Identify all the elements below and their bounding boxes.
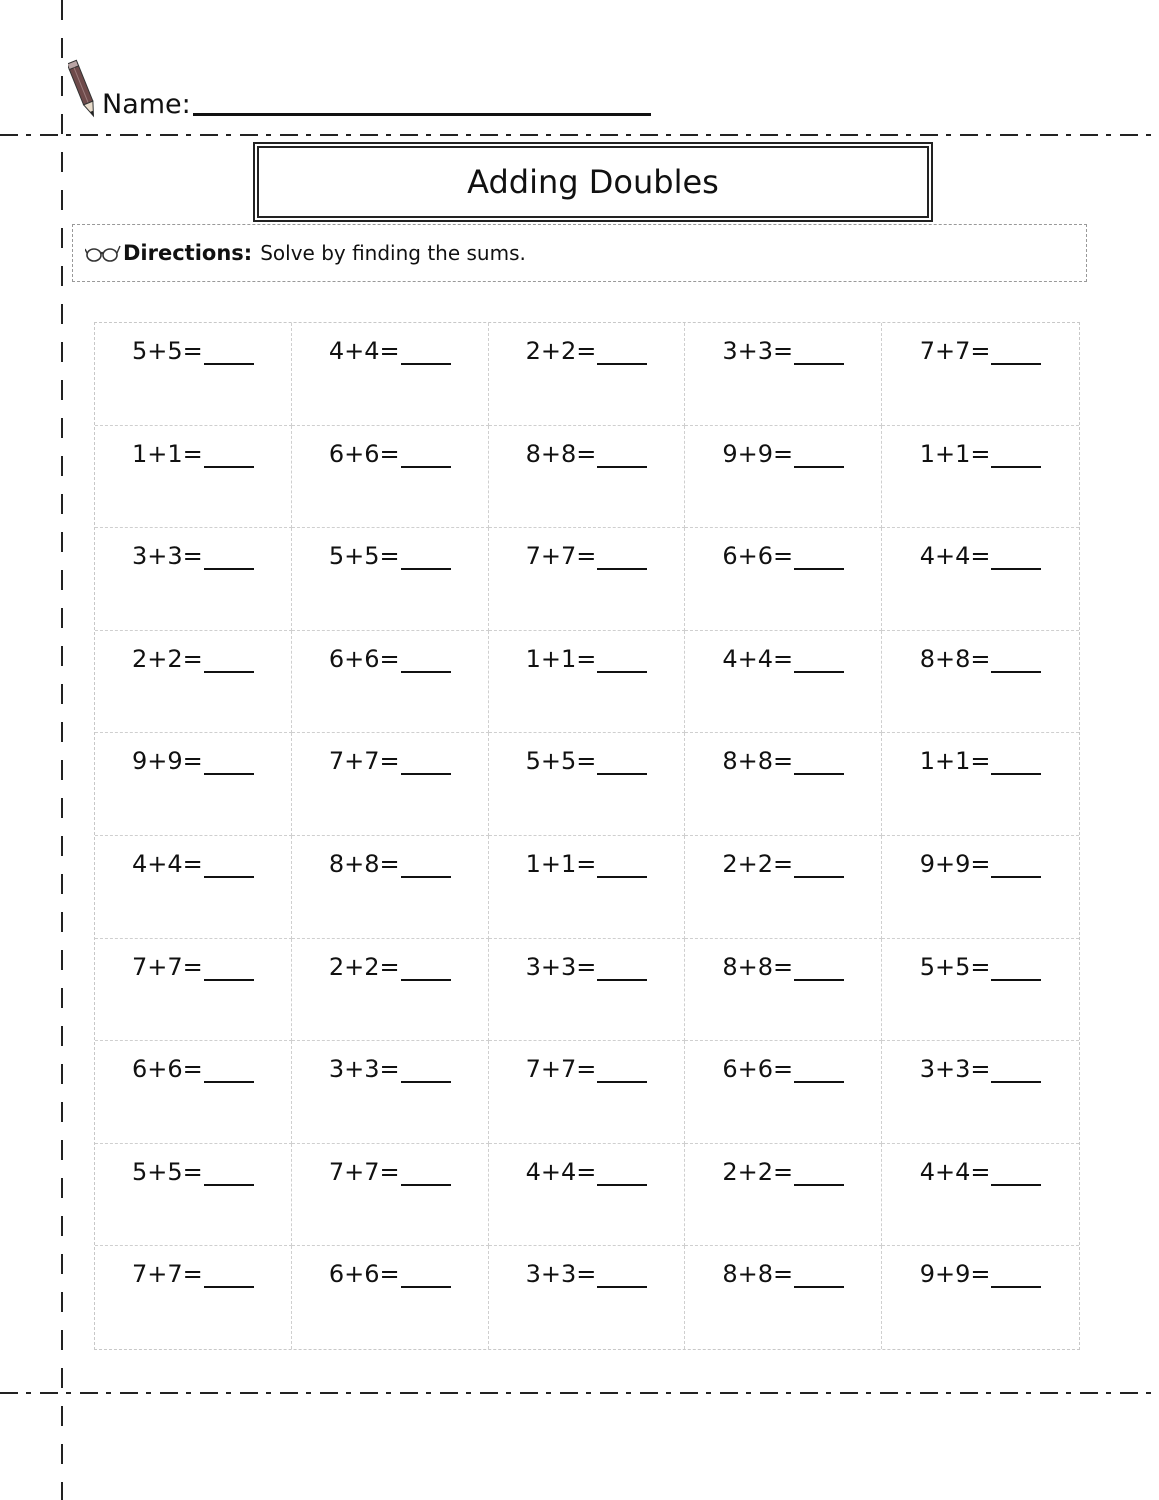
problem bbox=[329, 1258, 451, 1288]
top-cut-line bbox=[0, 134, 1159, 136]
problem bbox=[722, 438, 844, 468]
problem bbox=[920, 438, 1042, 468]
problem-text: 5+5= bbox=[328, 542, 400, 571]
problem-cell bbox=[95, 631, 292, 734]
problem bbox=[920, 1156, 1042, 1186]
problem-text: 6+6= bbox=[722, 542, 794, 571]
problem bbox=[526, 1156, 648, 1186]
problem-text: 9+9= bbox=[722, 439, 794, 468]
problem bbox=[132, 848, 254, 878]
answer-blank[interactable] bbox=[204, 957, 254, 981]
problem-cell bbox=[685, 323, 882, 426]
problem-text: 5+5= bbox=[132, 337, 203, 365]
problem-cell bbox=[292, 1144, 489, 1247]
problem-cell bbox=[882, 939, 1079, 1042]
problem bbox=[329, 951, 451, 981]
answer-blank[interactable] bbox=[597, 854, 647, 878]
answer-blank[interactable] bbox=[794, 444, 844, 468]
problem-text: 3+3= bbox=[132, 542, 203, 571]
problem-cell bbox=[489, 426, 686, 529]
problem bbox=[526, 335, 648, 365]
answer-blank[interactable] bbox=[597, 1162, 647, 1186]
answer-blank[interactable] bbox=[204, 751, 254, 775]
problem-text: 7+7= bbox=[328, 1157, 400, 1186]
problem bbox=[526, 1053, 648, 1083]
title-box bbox=[253, 142, 933, 222]
answer-blank[interactable] bbox=[794, 957, 844, 981]
problem bbox=[920, 745, 1042, 775]
problem bbox=[722, 1053, 844, 1083]
problem-text: 9+9= bbox=[132, 747, 203, 776]
problem bbox=[526, 438, 648, 468]
answer-blank[interactable] bbox=[401, 751, 451, 775]
answer-blank[interactable] bbox=[794, 1264, 844, 1288]
problem-text: 8+8= bbox=[525, 439, 597, 468]
answer-blank[interactable] bbox=[204, 854, 254, 878]
answer-blank[interactable] bbox=[991, 444, 1041, 468]
name-label: Name: bbox=[102, 89, 191, 120]
problem-cell bbox=[95, 1144, 292, 1247]
problem-cell bbox=[882, 631, 1079, 734]
problem-text: 7+7= bbox=[919, 337, 991, 365]
problem-text: 2+2= bbox=[132, 644, 203, 673]
answer-blank[interactable] bbox=[401, 1162, 451, 1186]
problem-cell bbox=[292, 733, 489, 836]
problem-text: 8+8= bbox=[722, 747, 794, 776]
problem-cell bbox=[95, 733, 292, 836]
problem-cell bbox=[685, 939, 882, 1042]
problem-text: 4+4= bbox=[132, 849, 203, 878]
problem-text: 1+1= bbox=[919, 747, 991, 776]
problem bbox=[526, 643, 648, 673]
pencil-icon bbox=[68, 58, 98, 122]
problem-cell bbox=[882, 1144, 1079, 1247]
answer-blank[interactable] bbox=[204, 341, 254, 365]
problem-text: 7+7= bbox=[132, 1260, 203, 1289]
problem bbox=[329, 745, 451, 775]
problem bbox=[132, 643, 254, 673]
problem-text: 8+8= bbox=[328, 849, 400, 878]
problem-cell bbox=[292, 426, 489, 529]
problem-cell bbox=[685, 1041, 882, 1144]
answer-blank[interactable] bbox=[204, 1059, 254, 1083]
problem-cell bbox=[292, 323, 489, 426]
problem bbox=[526, 1258, 648, 1288]
problem-cell bbox=[489, 836, 686, 939]
answer-blank[interactable] bbox=[794, 649, 844, 673]
problem-text: 5+5= bbox=[919, 952, 991, 981]
problem-cell bbox=[95, 1246, 292, 1349]
problem-text: 7+7= bbox=[132, 952, 203, 981]
answer-blank[interactable] bbox=[401, 1264, 451, 1288]
problem-text: 1+1= bbox=[525, 849, 597, 878]
problem-cell bbox=[489, 939, 686, 1042]
problem bbox=[526, 951, 648, 981]
problem bbox=[132, 438, 254, 468]
answer-blank[interactable] bbox=[597, 1264, 647, 1288]
problem bbox=[132, 540, 254, 570]
problem bbox=[920, 335, 1042, 365]
answer-blank[interactable] bbox=[794, 546, 844, 570]
problem-cell bbox=[489, 323, 686, 426]
problem-text: 6+6= bbox=[328, 644, 400, 673]
problem bbox=[132, 951, 254, 981]
glasses-icon bbox=[85, 242, 121, 264]
problem bbox=[132, 1156, 254, 1186]
bottom-cut-line bbox=[0, 1392, 1159, 1394]
problem-cell bbox=[489, 1041, 686, 1144]
answer-blank[interactable] bbox=[204, 1162, 254, 1186]
problem bbox=[526, 745, 648, 775]
problem bbox=[132, 1258, 254, 1288]
problem-text: 8+8= bbox=[919, 644, 991, 673]
problem-text: 3+3= bbox=[722, 337, 794, 365]
problem-cell bbox=[882, 1041, 1079, 1144]
problem-text: 2+2= bbox=[722, 849, 794, 878]
problem bbox=[329, 540, 451, 570]
problem-cell bbox=[685, 836, 882, 939]
problem-text: 9+9= bbox=[919, 1260, 991, 1289]
answer-blank[interactable] bbox=[794, 854, 844, 878]
problem-cell bbox=[882, 426, 1079, 529]
problem-cell bbox=[882, 323, 1079, 426]
problem-text: 7+7= bbox=[328, 747, 400, 776]
problem-text: 9+9= bbox=[919, 849, 991, 878]
problem bbox=[526, 540, 648, 570]
problem-text: 1+1= bbox=[525, 644, 597, 673]
problem-text: 8+8= bbox=[722, 1260, 794, 1289]
answer-blank[interactable] bbox=[991, 957, 1041, 981]
left-margin-line bbox=[61, 0, 63, 1500]
problem-cell bbox=[685, 733, 882, 836]
answer-blank[interactable] bbox=[401, 1059, 451, 1083]
problem bbox=[132, 1053, 254, 1083]
problem-text: 3+3= bbox=[919, 1055, 991, 1084]
problem-text: 2+2= bbox=[328, 952, 400, 981]
directions-box bbox=[72, 224, 1087, 282]
problem bbox=[722, 540, 844, 570]
problem-text: 4+4= bbox=[919, 542, 991, 571]
answer-blank[interactable] bbox=[991, 1059, 1041, 1083]
answer-blank[interactable] bbox=[991, 1162, 1041, 1186]
problem bbox=[722, 643, 844, 673]
problem-cell bbox=[292, 836, 489, 939]
answer-blank[interactable] bbox=[991, 1264, 1041, 1288]
answer-blank[interactable] bbox=[204, 1264, 254, 1288]
problem bbox=[526, 848, 648, 878]
answer-blank[interactable] bbox=[991, 751, 1041, 775]
directions-text: Solve by finding the sums. bbox=[260, 241, 526, 265]
answer-blank[interactable] bbox=[794, 341, 844, 365]
problem-cell bbox=[882, 1246, 1079, 1349]
problem-text: 2+2= bbox=[722, 1157, 794, 1186]
answer-blank[interactable] bbox=[794, 1059, 844, 1083]
directions-label: Directions: bbox=[123, 241, 253, 265]
problem-text: 4+4= bbox=[328, 337, 400, 365]
problem-cell bbox=[95, 323, 292, 426]
answer-blank[interactable] bbox=[794, 751, 844, 775]
problem bbox=[329, 335, 451, 365]
problem-text: 3+3= bbox=[525, 952, 597, 981]
problem bbox=[132, 745, 254, 775]
problem bbox=[329, 1156, 451, 1186]
problem-cell bbox=[685, 1246, 882, 1349]
problem-cell bbox=[685, 1144, 882, 1247]
problem-cell bbox=[95, 939, 292, 1042]
problem-cell bbox=[489, 733, 686, 836]
problem bbox=[722, 335, 844, 365]
problem bbox=[920, 1258, 1042, 1288]
problem-text: 1+1= bbox=[919, 439, 991, 468]
problem bbox=[722, 745, 844, 775]
problem-cell bbox=[489, 528, 686, 631]
problem-cell bbox=[685, 528, 882, 631]
problem-text: 2+2= bbox=[525, 337, 597, 365]
problem bbox=[920, 540, 1042, 570]
answer-blank[interactable] bbox=[204, 649, 254, 673]
problem bbox=[722, 848, 844, 878]
problem-cell bbox=[292, 631, 489, 734]
answer-blank[interactable] bbox=[597, 1059, 647, 1083]
problem-text: 3+3= bbox=[525, 1260, 597, 1289]
problem-cell bbox=[489, 631, 686, 734]
answer-blank[interactable] bbox=[597, 751, 647, 775]
problem bbox=[920, 951, 1042, 981]
answer-blank[interactable] bbox=[204, 546, 254, 570]
problem bbox=[920, 643, 1042, 673]
problem-cell bbox=[685, 631, 882, 734]
name-field[interactable] bbox=[193, 113, 651, 116]
problem-cell bbox=[95, 528, 292, 631]
answer-blank[interactable] bbox=[401, 649, 451, 673]
answer-blank[interactable] bbox=[597, 444, 647, 468]
problem-text: 5+5= bbox=[525, 747, 597, 776]
problem-cell bbox=[292, 528, 489, 631]
answer-blank[interactable] bbox=[991, 546, 1041, 570]
problem-text: 6+6= bbox=[328, 1260, 400, 1289]
problem-cell bbox=[882, 528, 1079, 631]
answer-blank[interactable] bbox=[794, 1162, 844, 1186]
problem-text: 6+6= bbox=[132, 1055, 203, 1084]
problem-text: 4+4= bbox=[919, 1157, 991, 1186]
answer-blank[interactable] bbox=[597, 957, 647, 981]
problem-text: 4+4= bbox=[525, 1157, 597, 1186]
problem-cell bbox=[95, 426, 292, 529]
problem-cell bbox=[882, 836, 1079, 939]
problem-grid bbox=[94, 322, 1080, 1350]
answer-blank[interactable] bbox=[204, 444, 254, 468]
problem-text: 6+6= bbox=[722, 1055, 794, 1084]
problem bbox=[920, 1053, 1042, 1083]
problem-text: 7+7= bbox=[525, 542, 597, 571]
problem bbox=[722, 951, 844, 981]
problem bbox=[722, 1156, 844, 1186]
problem bbox=[329, 1053, 451, 1083]
answer-blank[interactable] bbox=[991, 854, 1041, 878]
answer-blank[interactable] bbox=[597, 649, 647, 673]
page-title: Adding Doubles bbox=[257, 146, 929, 218]
name-row bbox=[68, 52, 651, 122]
answer-blank[interactable] bbox=[401, 546, 451, 570]
answer-blank[interactable] bbox=[991, 341, 1041, 365]
problem-cell bbox=[685, 426, 882, 529]
problem-cell bbox=[292, 1246, 489, 1349]
problem-cell bbox=[292, 1041, 489, 1144]
answer-blank[interactable] bbox=[401, 444, 451, 468]
problem bbox=[329, 848, 451, 878]
problem bbox=[132, 335, 254, 365]
problem-cell bbox=[95, 836, 292, 939]
problem-text: 3+3= bbox=[328, 1055, 400, 1084]
problem bbox=[329, 438, 451, 468]
answer-blank[interactable] bbox=[401, 341, 451, 365]
answer-blank[interactable] bbox=[401, 957, 451, 981]
problem-cell bbox=[882, 733, 1079, 836]
problem bbox=[329, 643, 451, 673]
problem bbox=[920, 848, 1042, 878]
problem-text: 8+8= bbox=[722, 952, 794, 981]
problem bbox=[722, 1258, 844, 1288]
answer-blank[interactable] bbox=[991, 649, 1041, 673]
problem-cell bbox=[489, 1246, 686, 1349]
problem-cell bbox=[292, 939, 489, 1042]
problem-text: 6+6= bbox=[328, 439, 400, 468]
problem-text: 4+4= bbox=[722, 644, 794, 673]
problem-cell bbox=[489, 1144, 686, 1247]
answer-blank[interactable] bbox=[597, 546, 647, 570]
problem-text: 5+5= bbox=[132, 1157, 203, 1186]
problem-text: 7+7= bbox=[525, 1055, 597, 1084]
answer-blank[interactable] bbox=[401, 854, 451, 878]
problem-cell bbox=[95, 1041, 292, 1144]
answer-blank[interactable] bbox=[597, 341, 647, 365]
problem-text: 1+1= bbox=[132, 439, 203, 468]
